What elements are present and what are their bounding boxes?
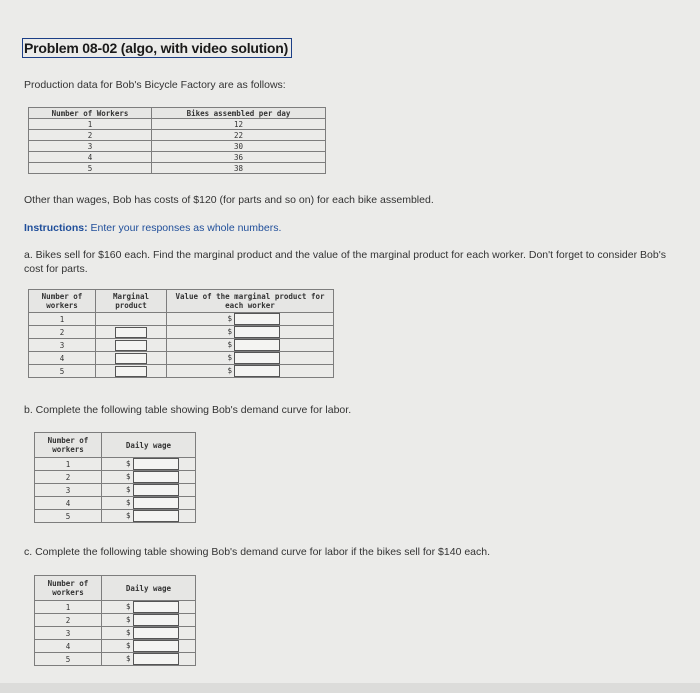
header-workers: Number of Workers: [29, 108, 152, 119]
instructions-text: Enter your responses as whole numbers.: [90, 222, 282, 234]
currency-symbol: $: [227, 327, 232, 336]
cell: 1: [35, 601, 102, 614]
cell: [102, 458, 196, 471]
cell: 1: [35, 458, 102, 471]
currency-symbol: $: [227, 314, 232, 323]
currency-symbol: $: [125, 498, 131, 507]
table-row: [29, 152, 326, 163]
costs-text: Other than wages, Bob has costs of $120 (for parts and so on) for each bike assembled.: [24, 194, 434, 206]
cell: [96, 339, 167, 352]
table-row: [29, 365, 334, 378]
part-b-table: [34, 432, 196, 523]
table-row: [29, 163, 326, 174]
cell: 1: [29, 313, 96, 326]
cell: [167, 326, 334, 339]
intro-text: Production data for Bob's Bicycle Factory are as follows:: [24, 79, 286, 91]
table-row: [29, 141, 326, 152]
table-row: [35, 458, 196, 471]
table-row: [29, 119, 326, 130]
header-daily-wage: Daily wage: [102, 433, 196, 458]
cell: [102, 484, 196, 497]
header-workers: Number of workers: [35, 433, 102, 458]
cell: 3: [29, 141, 152, 152]
currency-symbol: $: [125, 641, 131, 650]
cell: 3: [35, 484, 102, 497]
table-row: [35, 653, 196, 666]
wage-input-b-5[interactable]: [133, 510, 179, 522]
table-row: [35, 614, 196, 627]
cell: [102, 653, 196, 666]
table-row: [29, 339, 334, 352]
table-row: [35, 471, 196, 484]
vmp-input-4[interactable]: [234, 352, 280, 364]
header-workers: Number of workers: [29, 290, 96, 313]
vmp-input-2[interactable]: [234, 326, 280, 338]
cell: 5: [29, 163, 152, 174]
wage-input-b-3[interactable]: [133, 484, 179, 496]
cell: 5: [35, 510, 102, 523]
cell: 4: [35, 497, 102, 510]
cell: 4: [29, 152, 152, 163]
bottom-divider: [0, 683, 700, 693]
cell: 12: [152, 119, 326, 130]
table-row: [35, 601, 196, 614]
cell: 2: [29, 326, 96, 339]
currency-symbol: $: [125, 628, 131, 637]
currency-symbol: $: [227, 366, 232, 375]
vmp-input-5[interactable]: [234, 365, 280, 377]
wage-input-c-2[interactable]: [133, 614, 179, 626]
wage-input-b-1[interactable]: [133, 458, 179, 470]
table-row: [29, 130, 326, 141]
cell: 1: [29, 119, 152, 130]
cell: 5: [29, 365, 96, 378]
cell: [96, 313, 167, 326]
mp-input-5[interactable]: [115, 366, 147, 377]
cell: [102, 614, 196, 627]
currency-symbol: $: [125, 459, 131, 468]
part-a-table: [28, 289, 334, 378]
table-row: [35, 510, 196, 523]
cell: 38: [152, 163, 326, 174]
table-row: [29, 326, 334, 339]
part-a-question: a. Bikes sell for $160 each. Find the marginal product and the value of the marginal product for each worker. Don't forget to consider Bob's cost for parts.: [24, 249, 666, 275]
table-row: [35, 627, 196, 640]
cell: [102, 497, 196, 510]
table-row: [29, 313, 334, 326]
wage-input-c-5[interactable]: [133, 653, 179, 665]
cell: 2: [35, 471, 102, 484]
wage-input-b-2[interactable]: [133, 471, 179, 483]
cell: [96, 365, 167, 378]
header-bikes: Bikes assembled per day: [152, 108, 326, 119]
mp-input-2[interactable]: [115, 327, 147, 338]
vmp-input-1[interactable]: [234, 313, 280, 325]
part-b-question: b. Complete the following table showing Bob's demand curve for labor.: [24, 404, 352, 416]
cell: 30: [152, 141, 326, 152]
part-c-table: [34, 575, 196, 666]
wage-input-b-4[interactable]: [133, 497, 179, 509]
table-row: [29, 352, 334, 365]
cell: [102, 471, 196, 484]
cell: [102, 601, 196, 614]
cell: [102, 510, 196, 523]
header-marginal-product: Marginal product: [96, 290, 167, 313]
cell: 2: [29, 130, 152, 141]
cell: 22: [152, 130, 326, 141]
currency-symbol: $: [125, 511, 131, 520]
header-daily-wage: Daily wage: [102, 576, 196, 601]
cell: 3: [35, 627, 102, 640]
page-title: Problem 08-02 (algo, with video solution): [22, 38, 292, 58]
header-value-marginal-product: Value of the marginal product for each worker: [167, 290, 334, 313]
vmp-input-3[interactable]: [234, 339, 280, 351]
production-table: [28, 107, 326, 174]
currency-symbol: $: [125, 654, 131, 663]
table-row: [35, 484, 196, 497]
currency-symbol: $: [125, 472, 131, 481]
cell: [167, 365, 334, 378]
cell: [102, 627, 196, 640]
wage-input-c-1[interactable]: [133, 601, 179, 613]
currency-symbol: $: [125, 602, 131, 611]
cell: 4: [29, 352, 96, 365]
table-row: [35, 497, 196, 510]
currency-symbol: $: [227, 353, 232, 362]
part-c-question: c. Complete the following table showing Bob's demand curve for labor if the bikes sell for $140 each.: [24, 546, 491, 558]
wage-input-c-4[interactable]: [133, 640, 179, 652]
cell: [167, 313, 334, 326]
table-row: [35, 640, 196, 653]
instructions: [24, 222, 281, 234]
currency-symbol: $: [125, 485, 131, 494]
instructions-label: Instructions:: [24, 222, 88, 234]
header-workers: Number of workers: [35, 576, 102, 601]
mp-input-4[interactable]: [115, 353, 147, 364]
cell: [96, 352, 167, 365]
cell: [167, 352, 334, 365]
mp-input-3[interactable]: [115, 340, 147, 351]
cell: 3: [29, 339, 96, 352]
cell: 4: [35, 640, 102, 653]
cell: [96, 326, 167, 339]
currency-symbol: $: [125, 615, 131, 624]
cell: 36: [152, 152, 326, 163]
cell: [102, 640, 196, 653]
cell: 5: [35, 653, 102, 666]
currency-symbol: $: [227, 340, 232, 349]
cell: [167, 339, 334, 352]
wage-input-c-3[interactable]: [133, 627, 179, 639]
cell: 2: [35, 614, 102, 627]
